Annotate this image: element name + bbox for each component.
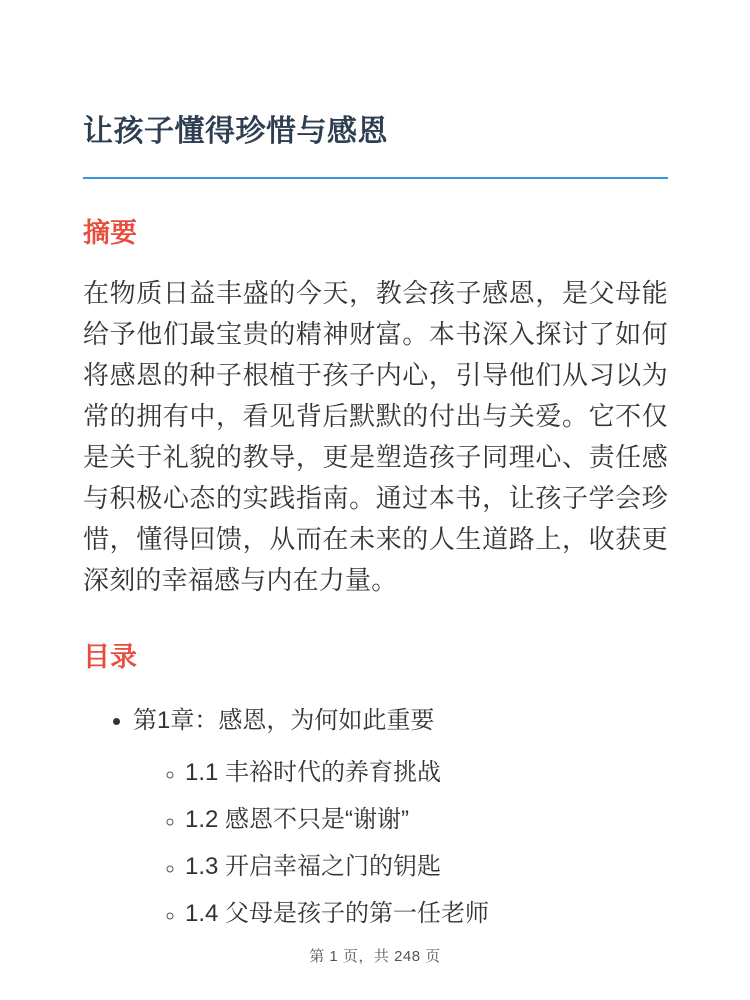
toc-chapter-label: 第1章：感恩，为何如此重要 <box>133 706 435 734</box>
toc-chapter-item <box>133 706 668 928</box>
page-number-indicator: 第 1 页，共 248 页 <box>309 948 441 965</box>
toc-section-label: 1.3 开启幸福之门的钥匙 <box>185 852 442 880</box>
toc-section-list <box>133 759 668 928</box>
toc-section-item <box>185 806 668 834</box>
toc-section-label: 1.2 感恩不只是“谢谢” <box>185 805 410 833</box>
abstract-heading: 摘要 <box>83 218 137 248</box>
toc-section-item <box>185 900 668 928</box>
abstract-paragraph: 在物质日益丰盛的今天，教会孩子感恩，是父母能给予他们最宝贵的精神财富。本书深入探讨了如何将感恩的种子根植于孩子内心，引导他们从习以为常的拥有中，看见背后默默的付出与关爱。它不仅是关于礼貌的教导，更是塑造孩子同理心、责任感与积极心态的实践指南。通过本书，让孩子学会珍惜，懂得回馈，从而在未来的人生道路上，收获更深刻的幸福感与内在力量。 <box>83 278 668 596</box>
toc-section-label: 1.4 父母是孩子的第一任老师 <box>185 899 490 927</box>
toc-section-item <box>185 853 668 881</box>
toc-list <box>83 706 668 928</box>
toc-section-label: 1.1 丰裕时代的养育挑战 <box>185 758 442 786</box>
toc-section-item <box>185 759 668 787</box>
toc-heading: 目录 <box>83 642 137 673</box>
title-divider <box>83 177 668 179</box>
page-title: 让孩子懂得珍惜与感恩 <box>83 115 388 148</box>
